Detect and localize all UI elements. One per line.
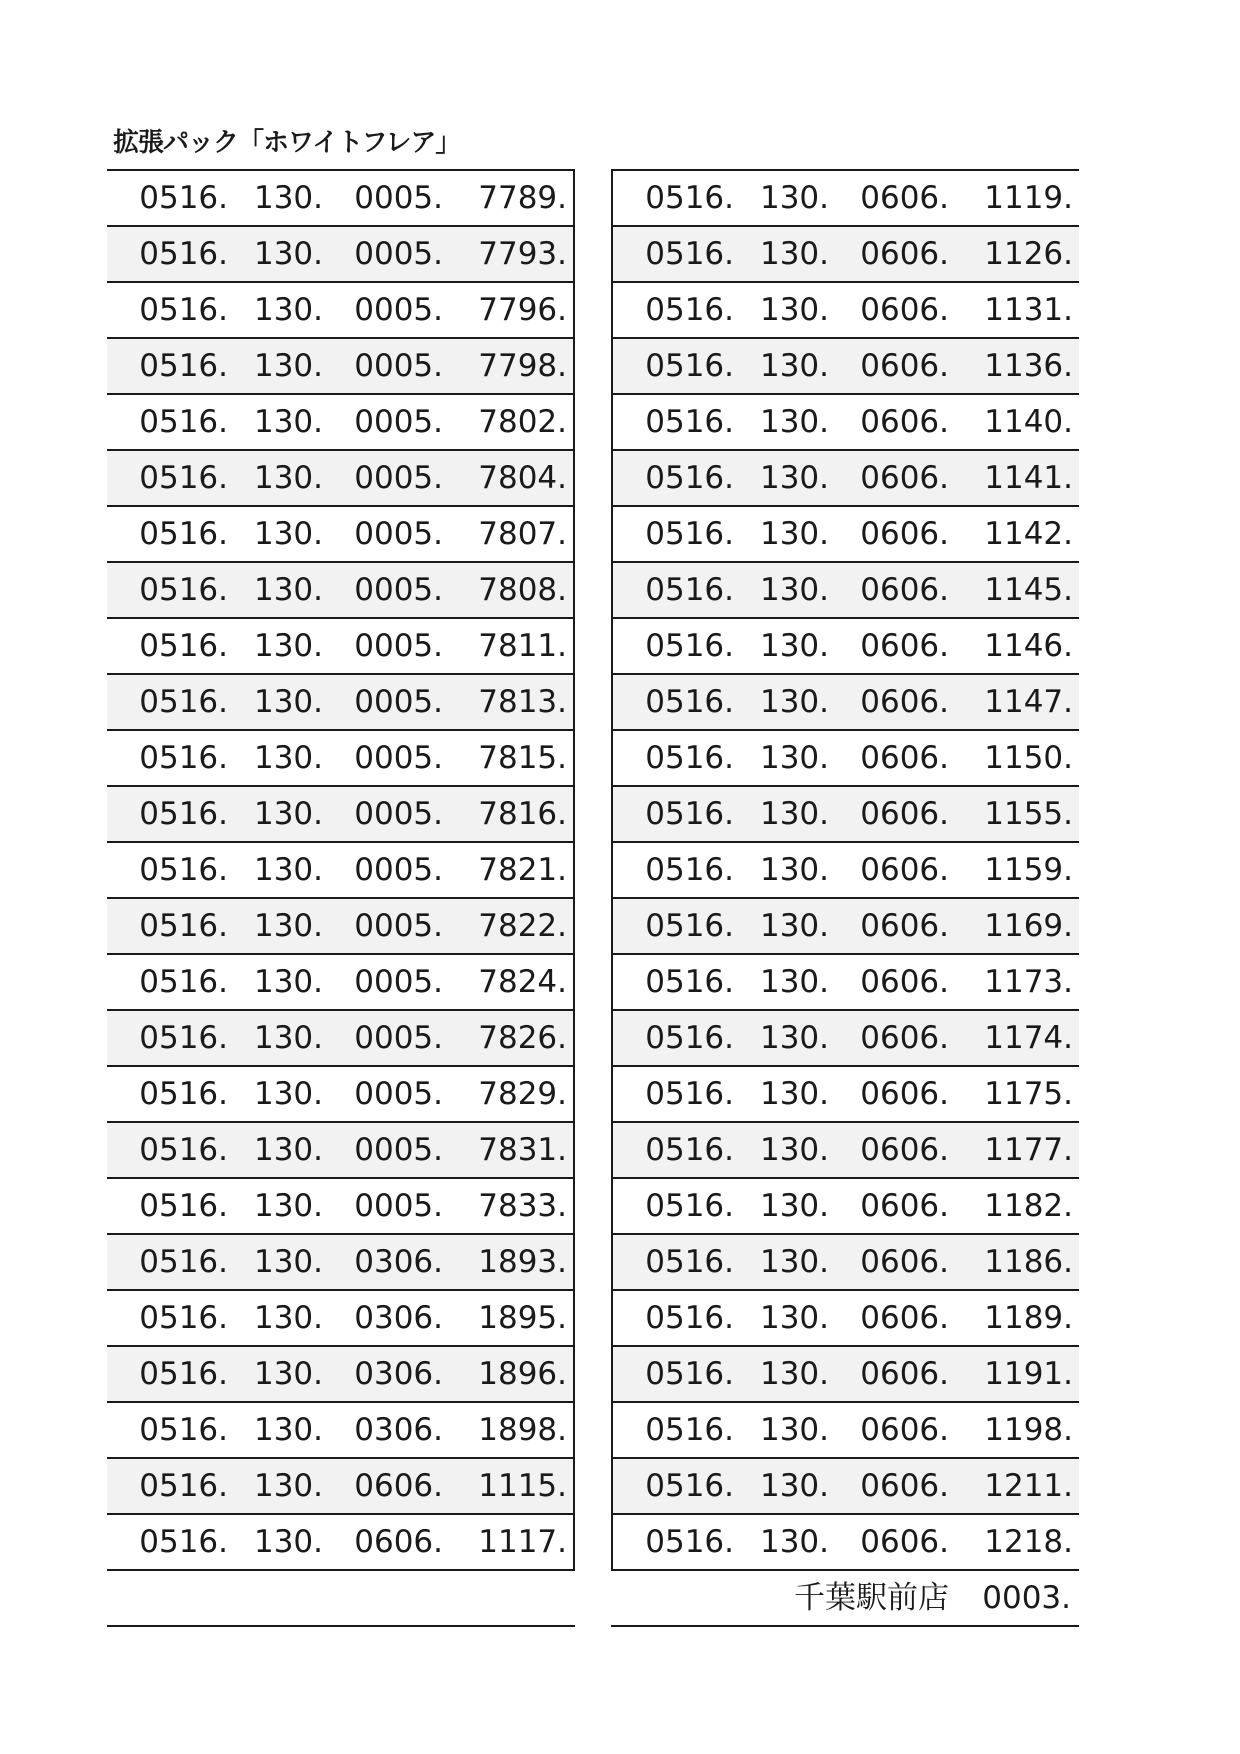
code-segment-3: 0005. xyxy=(354,516,443,552)
code-segment-4: 1169. xyxy=(984,908,1073,944)
code-segment-1: 0516. xyxy=(645,516,734,552)
code-segment-2: 130. xyxy=(253,236,323,272)
table-row xyxy=(107,1403,573,1459)
table-row xyxy=(613,339,1079,395)
code-segment-3: 0606. xyxy=(860,348,949,384)
code-segment-1: 0516. xyxy=(139,852,228,888)
code-segment-3: 0606. xyxy=(860,964,949,1000)
store-code: 0003. xyxy=(982,1580,1071,1616)
right-footer-row xyxy=(611,1571,1079,1627)
code-segment-3: 0606. xyxy=(860,404,949,440)
code-segment-4: 1145. xyxy=(984,572,1073,608)
table-row xyxy=(613,1459,1079,1515)
code-segment-1: 0516. xyxy=(139,516,228,552)
code-segment-4: 1141. xyxy=(984,460,1073,496)
table-row xyxy=(107,899,573,955)
code-segment-4: 1189. xyxy=(984,1300,1073,1336)
code-segment-2: 130. xyxy=(759,292,829,328)
code-segment-4: 1175. xyxy=(984,1076,1073,1112)
code-segment-1: 0516. xyxy=(139,1356,228,1392)
code-segment-1: 0516. xyxy=(645,1468,734,1504)
code-segment-3: 0606. xyxy=(860,852,949,888)
table-row xyxy=(107,395,573,451)
table-row xyxy=(107,1011,573,1067)
code-segment-4: 7822. xyxy=(478,908,567,944)
table-row xyxy=(613,395,1079,451)
code-segment-1: 0516. xyxy=(645,1300,734,1336)
code-segment-1: 0516. xyxy=(645,180,734,216)
code-segment-3: 0606. xyxy=(860,1020,949,1056)
code-segment-3: 0606. xyxy=(354,1524,443,1560)
store-name: 千葉駅前店 xyxy=(794,1580,949,1616)
table-row xyxy=(613,1403,1079,1459)
table-row xyxy=(107,563,573,619)
table-row xyxy=(613,563,1079,619)
code-segment-4: 7816. xyxy=(478,796,567,832)
table-row xyxy=(107,1347,573,1403)
code-segment-2: 130. xyxy=(759,684,829,720)
code-segment-1: 0516. xyxy=(645,1524,734,1560)
code-segment-2: 130. xyxy=(759,1132,829,1168)
table-row xyxy=(613,1235,1079,1291)
table-row xyxy=(613,731,1079,787)
code-segment-4: 1186. xyxy=(984,1244,1073,1280)
code-segment-1: 0516. xyxy=(645,740,734,776)
table-row xyxy=(107,507,573,563)
code-segment-4: 7793. xyxy=(478,236,567,272)
code-segment-4: 1898. xyxy=(478,1412,567,1448)
code-segment-4: 1159. xyxy=(984,852,1073,888)
code-segment-3: 0306. xyxy=(354,1412,443,1448)
table-row xyxy=(613,1179,1079,1235)
table-row xyxy=(107,731,573,787)
code-segment-3: 0005. xyxy=(354,460,443,496)
code-segment-3: 0606. xyxy=(860,908,949,944)
table-row xyxy=(613,451,1079,507)
code-segment-1: 0516. xyxy=(139,684,228,720)
code-segment-1: 0516. xyxy=(139,292,228,328)
table-row xyxy=(107,227,573,283)
code-segment-1: 0516. xyxy=(645,1020,734,1056)
code-segment-4: 1155. xyxy=(984,796,1073,832)
code-segment-4: 7804. xyxy=(478,460,567,496)
code-segment-2: 130. xyxy=(759,1300,829,1336)
code-segment-1: 0516. xyxy=(645,292,734,328)
code-segment-1: 0516. xyxy=(645,1412,734,1448)
code-segment-1: 0516. xyxy=(139,348,228,384)
code-segment-2: 130. xyxy=(759,516,829,552)
code-segment-4: 1136. xyxy=(984,348,1073,384)
code-segment-2: 130. xyxy=(253,460,323,496)
table-row xyxy=(107,283,573,339)
right-table xyxy=(611,169,1079,1571)
code-segment-3: 0606. xyxy=(860,628,949,664)
code-segment-3: 0606. xyxy=(860,1524,949,1560)
code-segment-3: 0005. xyxy=(354,964,443,1000)
code-segment-4: 7829. xyxy=(478,1076,567,1112)
code-segment-1: 0516. xyxy=(139,404,228,440)
code-segment-4: 1142. xyxy=(984,516,1073,552)
code-segment-2: 130. xyxy=(759,1020,829,1056)
code-segment-3: 0306. xyxy=(354,1356,443,1392)
table-row xyxy=(107,619,573,675)
code-segment-4: 7821. xyxy=(478,852,567,888)
code-segment-3: 0005. xyxy=(354,180,443,216)
code-segment-3: 0606. xyxy=(860,292,949,328)
code-segment-1: 0516. xyxy=(139,628,228,664)
table-row xyxy=(613,1347,1079,1403)
code-segment-2: 130. xyxy=(759,1524,829,1560)
code-segment-3: 0606. xyxy=(860,1244,949,1280)
left-column xyxy=(107,169,575,1627)
code-segment-3: 0606. xyxy=(860,572,949,608)
code-segment-2: 130. xyxy=(759,628,829,664)
code-segment-3: 0005. xyxy=(354,908,443,944)
code-segment-1: 0516. xyxy=(139,572,228,608)
code-segment-3: 0005. xyxy=(354,1076,443,1112)
code-segment-2: 130. xyxy=(759,1356,829,1392)
left-footer-row xyxy=(107,1571,575,1627)
code-segment-1: 0516. xyxy=(139,908,228,944)
table-row xyxy=(107,1179,573,1235)
code-segment-2: 130. xyxy=(759,1076,829,1112)
code-segment-4: 1174. xyxy=(984,1020,1073,1056)
code-segment-1: 0516. xyxy=(645,796,734,832)
code-segment-4: 1147. xyxy=(984,684,1073,720)
table-row xyxy=(107,787,573,843)
code-segment-1: 0516. xyxy=(139,180,228,216)
code-segment-2: 130. xyxy=(759,964,829,1000)
code-segment-4: 7798. xyxy=(478,348,567,384)
code-segment-1: 0516. xyxy=(645,348,734,384)
code-segment-3: 0606. xyxy=(860,516,949,552)
code-segment-1: 0516. xyxy=(139,1300,228,1336)
code-segment-2: 130. xyxy=(253,908,323,944)
code-segment-1: 0516. xyxy=(139,460,228,496)
code-segment-1: 0516. xyxy=(139,1020,228,1056)
code-segment-3: 0005. xyxy=(354,1188,443,1224)
code-segment-4: 7815. xyxy=(478,740,567,776)
table-row xyxy=(107,675,573,731)
table-row xyxy=(613,843,1079,899)
code-segment-3: 0005. xyxy=(354,348,443,384)
code-segment-2: 130. xyxy=(759,1188,829,1224)
code-segment-2: 130. xyxy=(759,180,829,216)
table-row xyxy=(613,1011,1079,1067)
code-segment-3: 0606. xyxy=(860,740,949,776)
page-title: 拡張パック「ホワイトフレア」 xyxy=(113,128,461,158)
code-segment-4: 1177. xyxy=(984,1132,1073,1168)
code-segment-4: 1182. xyxy=(984,1188,1073,1224)
code-segment-1: 0516. xyxy=(139,1412,228,1448)
code-segment-3: 0306. xyxy=(354,1244,443,1280)
code-segment-4: 7789. xyxy=(478,180,567,216)
table-row xyxy=(107,1123,573,1179)
code-segment-1: 0516. xyxy=(139,236,228,272)
code-segment-1: 0516. xyxy=(139,1188,228,1224)
table-row xyxy=(613,899,1079,955)
code-segment-2: 130. xyxy=(253,964,323,1000)
code-segment-4: 7796. xyxy=(478,292,567,328)
table-row xyxy=(107,451,573,507)
code-segment-3: 0005. xyxy=(354,852,443,888)
code-segment-1: 0516. xyxy=(645,1076,734,1112)
code-segment-4: 1895. xyxy=(478,1300,567,1336)
code-segment-3: 0005. xyxy=(354,236,443,272)
code-segment-3: 0005. xyxy=(354,796,443,832)
code-segment-2: 130. xyxy=(253,1468,323,1504)
table-row xyxy=(613,1067,1079,1123)
code-segment-2: 130. xyxy=(759,348,829,384)
code-segment-3: 0005. xyxy=(354,404,443,440)
code-segment-4: 7802. xyxy=(478,404,567,440)
code-segment-2: 130. xyxy=(759,236,829,272)
code-segment-4: 1140. xyxy=(984,404,1073,440)
code-segment-4: 1211. xyxy=(984,1468,1073,1504)
code-segment-3: 0606. xyxy=(860,1188,949,1224)
code-segment-3: 0005. xyxy=(354,628,443,664)
code-segment-4: 7824. xyxy=(478,964,567,1000)
code-segment-3: 0606. xyxy=(860,1468,949,1504)
code-segment-4: 7831. xyxy=(478,1132,567,1168)
code-segment-2: 130. xyxy=(759,1244,829,1280)
code-segment-4: 1896. xyxy=(478,1356,567,1392)
code-segment-2: 130. xyxy=(253,1356,323,1392)
code-segment-1: 0516. xyxy=(139,740,228,776)
code-segment-3: 0606. xyxy=(860,1412,949,1448)
code-segment-2: 130. xyxy=(253,292,323,328)
table-row xyxy=(613,1123,1079,1179)
code-segment-2: 130. xyxy=(759,404,829,440)
code-segment-3: 0606. xyxy=(860,684,949,720)
table-row xyxy=(613,675,1079,731)
code-segment-1: 0516. xyxy=(645,404,734,440)
table-row xyxy=(613,619,1079,675)
code-segment-3: 0606. xyxy=(860,460,949,496)
code-segment-2: 130. xyxy=(759,908,829,944)
table-row xyxy=(613,283,1079,339)
code-segment-2: 130. xyxy=(253,404,323,440)
code-segment-4: 1150. xyxy=(984,740,1073,776)
code-segment-3: 0606. xyxy=(860,180,949,216)
code-segment-4: 7813. xyxy=(478,684,567,720)
code-segment-2: 130. xyxy=(253,1132,323,1168)
right-column xyxy=(611,169,1079,1627)
code-segment-1: 0516. xyxy=(139,796,228,832)
table-row xyxy=(613,787,1079,843)
code-segment-2: 130. xyxy=(253,1412,323,1448)
code-segment-3: 0606. xyxy=(354,1468,443,1504)
code-segment-4: 7811. xyxy=(478,628,567,664)
code-segment-3: 0005. xyxy=(354,572,443,608)
table-row xyxy=(107,171,573,227)
table-row xyxy=(107,1515,573,1571)
code-segment-3: 0606. xyxy=(860,1300,949,1336)
code-segment-1: 0516. xyxy=(645,628,734,664)
code-segment-4: 7808. xyxy=(478,572,567,608)
code-segment-2: 130. xyxy=(253,684,323,720)
code-segment-2: 130. xyxy=(759,796,829,832)
left-table xyxy=(107,169,575,1571)
code-segment-3: 0005. xyxy=(354,1020,443,1056)
table-row xyxy=(613,1515,1079,1571)
table-row xyxy=(107,955,573,1011)
code-segment-1: 0516. xyxy=(139,1076,228,1112)
code-segment-1: 0516. xyxy=(139,1524,228,1560)
code-segment-1: 0516. xyxy=(645,684,734,720)
code-segment-3: 0005. xyxy=(354,292,443,328)
code-segment-4: 1173. xyxy=(984,964,1073,1000)
code-segment-3: 0606. xyxy=(860,796,949,832)
code-segment-4: 1893. xyxy=(478,1244,567,1280)
code-segment-3: 0606. xyxy=(860,236,949,272)
code-segment-2: 130. xyxy=(253,628,323,664)
table-row xyxy=(107,339,573,395)
code-segment-1: 0516. xyxy=(645,1244,734,1280)
table-row xyxy=(613,171,1079,227)
table-row xyxy=(107,1067,573,1123)
code-segment-2: 130. xyxy=(253,516,323,552)
code-segment-1: 0516. xyxy=(139,964,228,1000)
code-segment-4: 1119. xyxy=(984,180,1073,216)
code-segment-1: 0516. xyxy=(139,1468,228,1504)
table-row xyxy=(613,227,1079,283)
code-segment-1: 0516. xyxy=(139,1244,228,1280)
code-segment-4: 1115. xyxy=(478,1468,567,1504)
table-row xyxy=(107,1291,573,1347)
code-segment-2: 130. xyxy=(253,1524,323,1560)
code-segment-1: 0516. xyxy=(645,1132,734,1168)
code-segment-2: 130. xyxy=(253,740,323,776)
code-segment-2: 130. xyxy=(253,348,323,384)
code-segment-2: 130. xyxy=(759,572,829,608)
table-row xyxy=(613,955,1079,1011)
code-segment-2: 130. xyxy=(759,1468,829,1504)
code-segment-4: 1117. xyxy=(478,1524,567,1560)
table-row xyxy=(613,507,1079,563)
table-row xyxy=(107,1459,573,1515)
code-segment-4: 1146. xyxy=(984,628,1073,664)
code-segment-4: 1126. xyxy=(984,236,1073,272)
code-segment-4: 7807. xyxy=(478,516,567,552)
code-segment-4: 1218. xyxy=(984,1524,1073,1560)
code-segment-3: 0005. xyxy=(354,1132,443,1168)
table-row xyxy=(613,1291,1079,1347)
code-segment-4: 1191. xyxy=(984,1356,1073,1392)
code-segment-2: 130. xyxy=(253,1020,323,1056)
code-segment-1: 0516. xyxy=(645,236,734,272)
code-segment-2: 130. xyxy=(253,1076,323,1112)
code-segment-2: 130. xyxy=(253,1244,323,1280)
code-segment-1: 0516. xyxy=(139,1132,228,1168)
code-segment-2: 130. xyxy=(253,1300,323,1336)
code-segment-3: 0606. xyxy=(860,1076,949,1112)
code-segment-3: 0306. xyxy=(354,1300,443,1336)
code-segment-3: 0005. xyxy=(354,684,443,720)
code-segment-2: 130. xyxy=(253,852,323,888)
code-segment-1: 0516. xyxy=(645,964,734,1000)
code-segment-1: 0516. xyxy=(645,572,734,608)
code-segment-4: 1131. xyxy=(984,292,1073,328)
code-segment-1: 0516. xyxy=(645,852,734,888)
code-segment-4: 7826. xyxy=(478,1020,567,1056)
code-segment-1: 0516. xyxy=(645,1356,734,1392)
code-segment-1: 0516. xyxy=(645,1188,734,1224)
table-row xyxy=(107,1235,573,1291)
code-segment-4: 1198. xyxy=(984,1412,1073,1448)
code-segment-3: 0005. xyxy=(354,740,443,776)
code-segment-2: 130. xyxy=(759,460,829,496)
code-segment-2: 130. xyxy=(253,180,323,216)
code-segment-2: 130. xyxy=(759,852,829,888)
code-segment-2: 130. xyxy=(253,796,323,832)
code-segment-4: 7833. xyxy=(478,1188,567,1224)
code-segment-2: 130. xyxy=(759,1412,829,1448)
code-segment-2: 130. xyxy=(253,1188,323,1224)
code-segment-3: 0606. xyxy=(860,1356,949,1392)
code-segment-3: 0606. xyxy=(860,1132,949,1168)
code-segment-1: 0516. xyxy=(645,908,734,944)
code-segment-2: 130. xyxy=(253,572,323,608)
code-segment-2: 130. xyxy=(759,740,829,776)
table-row xyxy=(107,843,573,899)
code-segment-1: 0516. xyxy=(645,460,734,496)
